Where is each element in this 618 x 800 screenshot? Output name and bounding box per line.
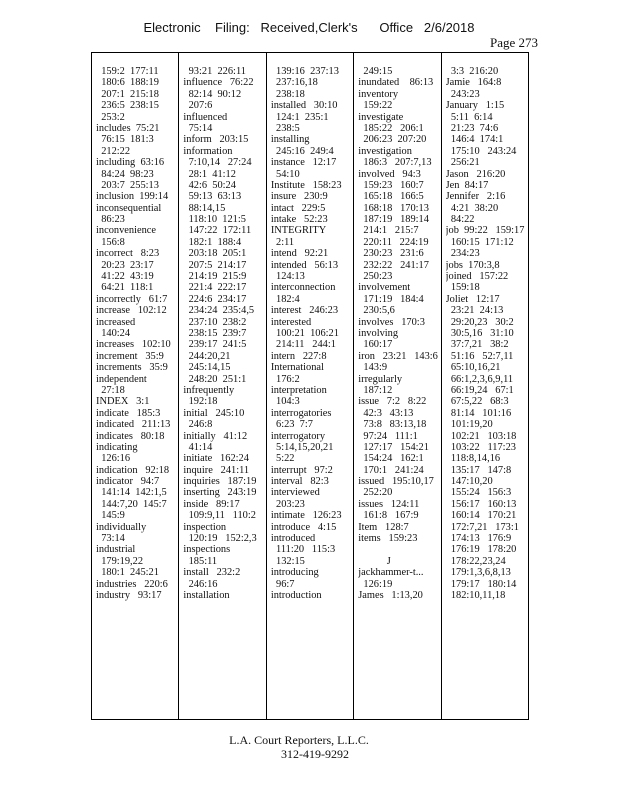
index-entry: issued 195:10,17 (358, 476, 434, 488)
index-entry: 207:1 215:18 (96, 88, 159, 100)
index-entry: interrogatory (270, 430, 326, 442)
index-entry: 5:14,15,20,21 (270, 441, 334, 453)
index-entry: 246:8 (183, 419, 213, 431)
filing-header: Electronic Filing: Received,Clerk's Office 2/6/2018 (143, 20, 475, 35)
index-entry: INTEGRITY (270, 225, 327, 237)
index-entry: interested (270, 316, 312, 328)
index-entry: inspections (183, 544, 231, 556)
index-entry: 214:19 215:9 (183, 271, 247, 283)
index-entry: irregularly (358, 373, 403, 385)
index-entry: intact 229:5 (270, 202, 326, 214)
index-entry: interconnection (270, 282, 336, 294)
index-entry: 143:9 (358, 362, 388, 374)
index-entry: inclusion 199:14 (96, 191, 169, 203)
index-entry: inventory (358, 88, 399, 100)
index-entry: 64:21 118:1 (96, 282, 154, 294)
index-entry: 141:14 142:1,5 (96, 487, 167, 499)
index-entry: 84:22 (445, 214, 475, 226)
index-entry: individually (96, 521, 147, 533)
index-entry: 27:18 (96, 384, 125, 396)
index-entry: 185:11 (183, 555, 218, 567)
index-entry: 185:22 206:1 (358, 122, 424, 134)
index-entry: 182:1 188:4 (183, 236, 242, 248)
index-entry: 156:8 (96, 236, 125, 248)
index-entry: 179:1,3,6,8,13 (445, 567, 511, 579)
index-entry: 140:24 (96, 327, 131, 339)
index-entry: 246:16 (183, 578, 218, 590)
index-entry: joined 157:22 (445, 271, 509, 283)
index-entry: 238:15 239:7 (183, 327, 247, 339)
index-entry: 230:5,6 (358, 305, 395, 317)
index-entry: issue 7:2 8:22 (358, 396, 427, 408)
index-entry: INDEX 3:1 (96, 396, 150, 408)
index-entry: industry 93:17 (96, 589, 162, 601)
index-entry: 172:7,21 173:1 (445, 521, 519, 533)
index-entry: involvement (358, 282, 411, 294)
index-entry: jobs 170:3,8 (445, 259, 500, 271)
index-entry: iron 23:21 143:6 (358, 350, 438, 362)
index-entry: installing (270, 134, 310, 146)
index-entry: 207:6 (183, 100, 213, 112)
index-entry: indicates 80:18 (96, 430, 165, 442)
index-entry: 147:22 172:11 (183, 225, 252, 237)
index-entry: 126:16 (96, 453, 131, 465)
index-entry: 124:13 (270, 271, 305, 283)
index-entry: 3:3 216:20 (445, 66, 499, 77)
index-entry: 245:16 249:4 (270, 145, 334, 157)
index-entry: 76:15 181:3 (96, 134, 154, 146)
index-entry: 67:5,22 68:3 (445, 396, 509, 408)
index-column (354, 53, 441, 719)
index-entry: including 63:16 (96, 157, 165, 169)
index-entry: investigation (358, 145, 412, 157)
index-entry: 145:9 (96, 510, 125, 522)
index-entry: 176:2 (270, 373, 300, 385)
index-entry: 73:8 83:13,18 (358, 419, 427, 431)
index-entry: Joliet 12:17 (445, 293, 500, 305)
index-entry: 144:7,20 145:7 (96, 498, 167, 510)
index-entry: 127:17 154:21 (358, 441, 429, 453)
index-entry: 159:18 (445, 282, 480, 294)
index-entry: interval 82:3 (270, 476, 329, 488)
index-entry: includes 75:21 (96, 122, 160, 134)
index-entry: 160:15 171:12 (445, 236, 514, 248)
index-entry: James 1:13,20 (358, 589, 423, 601)
index-entry: investigate (358, 111, 404, 123)
index-column (442, 53, 528, 719)
index-entry: 97:24 111:1 (358, 430, 418, 442)
index-entry: 180:1 245:21 (96, 567, 159, 579)
index-entry: indicator 94:7 (96, 476, 160, 488)
index-entry: 252:20 (358, 487, 393, 499)
index-entry: influenced (183, 111, 228, 123)
index-entry: 41:22 43:19 (96, 271, 154, 283)
index-entry: 88:14,15 (183, 202, 226, 214)
index-entry: independent (96, 373, 147, 385)
word-index-table (91, 52, 529, 720)
index-entry: increment 35:9 (96, 350, 164, 362)
index-entry: 212:22 (96, 145, 131, 157)
index-entry: 230:23 231:6 (358, 248, 424, 260)
index-entry: 21:23 74:6 (445, 122, 499, 134)
index-entry: 147:10,20 (445, 476, 493, 488)
index-entry: 100:21 106:21 (270, 327, 339, 339)
index-entry: 174:13 176:9 (445, 533, 512, 545)
footer-phone: 312-419-9292 (281, 747, 349, 761)
index-column (92, 53, 179, 719)
index-entry: 84:24 98:23 (96, 168, 154, 180)
index-entry: 51:16 52:7,11 (445, 350, 514, 362)
index-entry: indicated 211:13 (96, 419, 171, 431)
index-entry: 234:24 235:4,5 (183, 305, 255, 317)
index-entry: 124:1 235:1 (270, 111, 329, 123)
index-entry: 250:23 (358, 271, 393, 283)
index-entry: involved 94:3 (358, 168, 421, 180)
index-entry: job 99:22 159:17 (445, 225, 525, 237)
index-entry: 155:24 156:3 (445, 487, 512, 499)
index-entry: inquiries 187:19 (183, 476, 257, 488)
index-entry: 232:22 241:17 (358, 259, 429, 271)
index-entry: 146:4 174:1 (445, 134, 504, 146)
index-entry: 236:5 238:15 (96, 100, 159, 112)
index-entry: 96:7 (270, 578, 295, 590)
index-entry: involving (358, 327, 399, 339)
index-entry: 237:10 238:2 (183, 316, 247, 328)
index-column (267, 53, 354, 719)
index-entry: interrogatories (270, 407, 332, 419)
index-entry: 23:21 24:13 (445, 305, 504, 317)
index-entry: initial 245:10 (183, 407, 245, 419)
index-entry: 5:11 6:14 (445, 111, 493, 123)
index-entry: 82:14 90:12 (183, 88, 242, 100)
index-entry: 6:23 7:7 (270, 419, 313, 431)
index-entry: 42:3 43:13 (358, 407, 414, 419)
index-entry: 221:4 222:17 (183, 282, 247, 294)
index-entry: incorrect 8:23 (96, 248, 160, 260)
index-entry: increased (96, 316, 136, 328)
index-entry: 171:19 184:4 (358, 293, 424, 305)
index-entry: 178:22,23,24 (445, 555, 506, 567)
index-entry: 214:1 215:7 (358, 225, 419, 237)
index-entry: 37:7,21 38:2 (445, 339, 509, 351)
index-entry: Jennifer 2:16 (445, 191, 506, 203)
index-entry: 176:19 178:20 (445, 544, 517, 556)
index-entry: intake 52:23 (270, 214, 328, 226)
index-entry: International (270, 362, 324, 374)
index-entry: intended 56:13 (270, 259, 339, 271)
index-entry: 238:18 (270, 88, 305, 100)
index-entry: 253:2 (96, 111, 125, 123)
index-entry: 118:8,14,16 (445, 453, 501, 465)
index-entry: inform 203:15 (183, 134, 249, 146)
index-entry: inspection (183, 521, 227, 533)
index-entry: 249:15 (358, 66, 393, 77)
index-entry: 182:10,11,18 (445, 589, 506, 601)
index-entry: 206:23 207:20 (358, 134, 427, 146)
index-entry: influence 76:22 (183, 77, 254, 89)
index-entry: 81:14 101:16 (445, 407, 512, 419)
index-entry: 214:11 244:1 (270, 339, 336, 351)
index-entry: 161:8 167:9 (358, 510, 419, 522)
index-entry: interviewed (270, 487, 320, 499)
index-entry: insure 230:9 (270, 191, 328, 203)
index-entry: 104:3 (270, 396, 300, 408)
index-entry: interrupt 97:2 (270, 464, 333, 476)
index-entry: intern 227:8 (270, 350, 327, 362)
index-entry: 207:5 214:17 (183, 259, 247, 271)
index-entry: 126:19 (358, 578, 393, 590)
index-entry: 187:12 (358, 384, 393, 396)
index-entry: 132:15 (270, 555, 305, 567)
index-entry: Jason 216:20 (445, 168, 506, 180)
index-entry: 192:18 (183, 396, 218, 408)
index-entry: 165:18 166:5 (358, 191, 424, 203)
index-entry: 66:1,2,3,6,9,11 (445, 373, 514, 385)
index-entry: 111:20 115:3 (270, 544, 336, 556)
index-entry: items 159:23 (358, 533, 418, 545)
footer-company: L.A. Court Reporters, L.L.C. (229, 733, 369, 747)
index-entry: 224:6 234:17 (183, 293, 247, 305)
index-entry: Item 128:7 (358, 521, 409, 533)
index-entry: 4:21 38:20 (445, 202, 499, 214)
index-entry: initiate 162:24 (183, 453, 249, 465)
index-entry: intimate 126:23 (270, 510, 342, 522)
index-entry: 118:10 121:5 (183, 214, 246, 226)
index-entry: 160:14 170:21 (445, 510, 517, 522)
index-entry: 239:17 241:5 (183, 339, 247, 351)
index-entry: 73:14 (96, 533, 125, 545)
index-entry: 20:23 23:17 (96, 259, 154, 271)
index-entry: indicate 185:3 (96, 407, 161, 419)
index-entry: 159:2 177:11 (96, 66, 159, 77)
index-entry: 244:20,21 (183, 350, 231, 362)
index-entry: inundated 86:13 (358, 77, 434, 89)
index-entry: 66:19,24 67:1 (445, 384, 514, 396)
index-entry: jackhammer-t... (358, 567, 424, 579)
index-entry: incorrectly 61:7 (96, 293, 168, 305)
index-entry: increments 35:9 (96, 362, 168, 374)
index-entry: 93:21 226:11 (183, 66, 246, 77)
index-entry: Jen 84:17 (445, 179, 489, 191)
page-number: Page 273 (489, 35, 538, 50)
index-entry: infrequently (183, 384, 235, 396)
index-entry: 180:6 188:19 (96, 77, 159, 89)
index-entry: instance 12:17 (270, 157, 337, 169)
index-entry: 159:23 160:7 (358, 179, 424, 191)
index-entry: intend 92:21 (270, 248, 329, 260)
index-entry (358, 544, 438, 555)
index-entry: 28:1 41:12 (183, 168, 236, 180)
index-entry: 103:22 117:23 (445, 441, 516, 453)
index-entry: 186:3 207:7,13 (358, 157, 432, 169)
index-entry: 30:5,16 31:10 (445, 327, 514, 339)
index-entry: indication 92:18 (96, 464, 170, 476)
index-entry: 179:19,22 (96, 555, 144, 567)
index-entry: install 232:2 (183, 567, 241, 579)
index-entry: information (183, 145, 233, 157)
index-entry: installation (183, 589, 230, 601)
index-entry: industries 220:6 (96, 578, 168, 590)
index-entry: 203:18 205:1 (183, 248, 247, 260)
index-entry: 243:23 (445, 88, 480, 100)
index-entry: 179:17 180:14 (445, 578, 517, 590)
index-entry: increase 102:12 (96, 305, 167, 317)
index-entry: issues 124:11 (358, 498, 420, 510)
index-entry: industrial (96, 544, 136, 556)
index-entry: interest 246:23 (270, 305, 339, 317)
index-entry: 245:14,15 (183, 362, 231, 374)
index-entry: 109:9,11 110:2 (183, 510, 256, 522)
index-entry: introduced (270, 533, 316, 545)
index-entry: 159:22 (358, 100, 393, 112)
index-entry: 182:4 (270, 293, 300, 305)
index-entry: 101:19,20 (445, 419, 493, 431)
index-entry: 175:10 243:24 (445, 145, 517, 157)
index-entry: indicating (96, 441, 138, 453)
index-entry: 7:10,14 27:24 (183, 157, 252, 169)
index-entry: 135:17 147:8 (445, 464, 512, 476)
index-entry: 75:14 (183, 122, 213, 134)
index-entry: 59:13 63:13 (183, 191, 242, 203)
index-entry: 234:23 (445, 248, 480, 260)
index-entry: 5:22 (270, 453, 295, 465)
index-entry: 154:24 162:1 (358, 453, 424, 465)
index-entry: inconsequential (96, 202, 162, 214)
index-entry: 170:1 241:24 (358, 464, 424, 476)
index-entry: 220:11 224:19 (358, 236, 429, 248)
index-entry: 120:19 152:2,3 (183, 533, 257, 545)
index-entry: inside 89:17 (183, 498, 240, 510)
index-entry: 29:20,23 30:2 (445, 316, 514, 328)
index-entry: 238:5 (270, 122, 300, 134)
index-entry: 160:17 (358, 339, 393, 351)
index-entry: Institute 158:23 (270, 179, 342, 191)
index-entry: 168:18 170:13 (358, 202, 429, 214)
index-entry: 2:11 (270, 236, 295, 248)
index-entry: 42:6 50:24 (183, 179, 236, 191)
index-entry: initially 41:12 (183, 430, 248, 442)
index-entry: involves 170:3 (358, 316, 425, 328)
index-entry: 256:21 (445, 157, 480, 169)
index-entry: 203:7 255:13 (96, 179, 159, 191)
index-column (179, 53, 266, 719)
index-entry: inquire 241:11 (183, 464, 250, 476)
index-entry: 41:14 (183, 441, 213, 453)
index-entry: 86:23 (96, 214, 125, 226)
index-entry: 139:16 237:13 (270, 66, 339, 77)
index-entry: installed 30:10 (270, 100, 338, 112)
index-entry: introduction (270, 589, 322, 601)
index-entry: interpretation (270, 384, 327, 396)
index-entry: 54:10 (270, 168, 300, 180)
index-entry: introducing (270, 567, 319, 579)
index-entry: 237:16,18 (270, 77, 318, 89)
index-entry: introduce 4:15 (270, 521, 337, 533)
index-entry: 203:23 (270, 498, 305, 510)
index-entry: J (358, 555, 391, 567)
index-entry: 187:19 189:14 (358, 214, 429, 226)
index-entry: 65:10,16,21 (445, 362, 501, 374)
index-entry: inconvenience (96, 225, 157, 237)
index-entry: January 1:15 (445, 100, 505, 112)
index-entry: 102:21 103:18 (445, 430, 517, 442)
index-entry: 156:17 160:13 (445, 498, 517, 510)
index-entry: inserting 243:19 (183, 487, 257, 499)
index-entry: increases 102:10 (96, 339, 171, 351)
index-entry: Jamie 164:8 (445, 77, 502, 89)
index-entry: 248:20 251:1 (183, 373, 247, 385)
